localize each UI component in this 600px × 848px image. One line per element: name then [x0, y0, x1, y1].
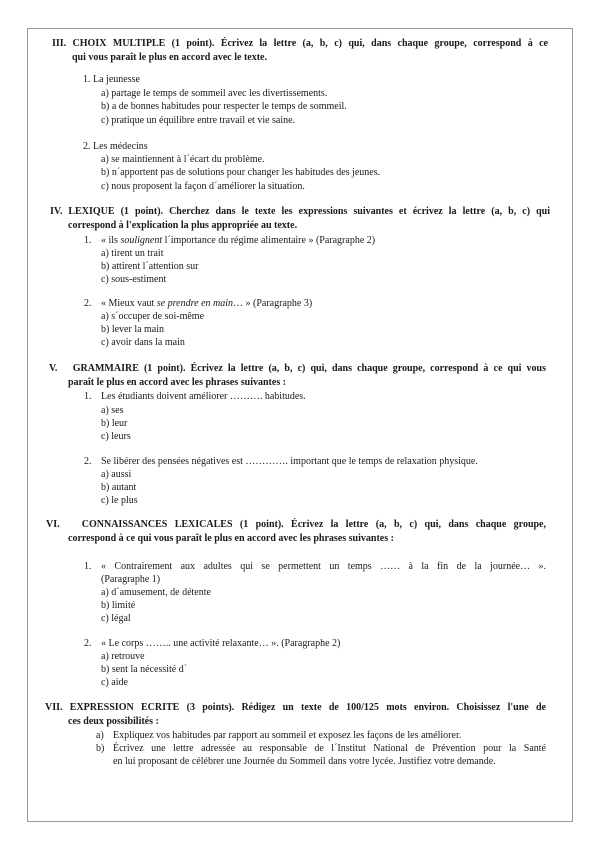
section-7-heading: VII. EXPRESSION ECRITE (3 points). Rédigez un texte de 100/125 mots environ. Choisissez l'une de ces deux possibilités :	[45, 702, 546, 727]
s6-q1-stem-line2: (Paragraphe 1)	[101, 574, 161, 585]
s6-q2-option-b: b) sent la nécessité d´	[101, 664, 188, 675]
s5-q1-stem: Les étudiants doivent améliorer ………. habitudes.	[101, 391, 306, 402]
s6-q2-stem: « Le corps …….. une activité relaxante… ». (Paragraphe 2)	[101, 638, 341, 649]
s5-q2-number: 2.	[84, 456, 92, 467]
s3-q2-option-c: c) nous proposent la façon d´améliorer la situation.	[101, 181, 305, 192]
s4-q1-option-a: a) tirent un trait	[101, 248, 164, 259]
s6-q1-option-c: c) légal	[101, 613, 131, 624]
s5-q2-option-a: a) aussi	[101, 469, 132, 480]
s7-option-b-line2: en lui proposant de célébrer une Journée du Sommeil dans votre lycée. Justifiez votre demande.	[113, 756, 496, 767]
s4-q1-option-c: c) sous-estiment	[101, 274, 167, 285]
s6-q1-number: 1.	[84, 561, 92, 572]
section-4-heading: IV. LEXIQUE (1 point). Cherchez dans le texte les expressions suivantes et écrivez la lettre (a, b, c) qui correspond à l'explication la plus appropriée au texte.	[50, 206, 550, 231]
s3-q1-stem: 1. La jeunesse	[83, 74, 140, 85]
s7-option-b-line1: Écrivez une lettre adressée au responsable de l´Institut National de Prévention pour la Santé	[113, 743, 546, 754]
s5-q1-number: 1.	[84, 391, 92, 402]
s4-q1-number: 1.	[84, 235, 92, 246]
s3-q1-option-c: c) pratique un équilibre entre travail et vie saine.	[101, 115, 296, 126]
s3-q1-option-b: b) a de bonnes habitudes pour respecter le temps de sommeil.	[101, 101, 347, 112]
s4-q1-stem: « ils soulignent l´importance du régime alimentaire » (Paragraphe 2)	[101, 235, 376, 246]
s6-q2-option-a: a) retrouve	[101, 651, 145, 662]
s4-q2-option-b: b) lever la main	[101, 324, 165, 335]
s6-q1-option-b: b) limité	[101, 600, 136, 611]
s4-q1-option-b: b) attirent l´attention sur	[101, 261, 199, 272]
s7-option-b-label: b)	[96, 743, 105, 754]
s6-q2-number: 2.	[84, 638, 92, 649]
s5-q2-stem: Se libérer des pensées négatives est …………. important que le temps de relaxation physique.	[101, 456, 478, 467]
s5-q2-option-b: b) autant	[101, 482, 137, 493]
s5-q2-option-c: c) le plus	[101, 495, 138, 506]
s6-q1-stem-line1: « Contrairement aux adultes qui se permettent un temps …… à la fin de la journée… ».	[101, 561, 546, 572]
s5-q1-option-c: c) leurs	[101, 431, 131, 442]
s6-q1-option-a: a) d´amusement, de détente	[101, 587, 211, 598]
s4-q2-option-a: a) s´occuper de soi-même	[101, 311, 205, 322]
s3-q1-option-a: a) partage le temps de sommeil avec les divertissements.	[101, 88, 328, 99]
section-5-heading: V. GRAMMAIRE (1 point). Écrivez la lettre (a, b, c) qui, dans chaque groupe, correspond à ce qui vous paraît le plus en accord avec les phrases suivantes :	[49, 363, 546, 388]
s5-q1-option-a: a) ses	[101, 405, 124, 416]
s5-q1-option-b: b) leur	[101, 418, 128, 429]
section-3-heading: III. CHOIX MULTIPLE (1 point). Écrivez la lettre (a, b, c) qui, dans chaque groupe, correspond à ce qui vous paraît le plus en accord avec le texte.	[52, 38, 548, 63]
s7-option-a-text: Expliquez vos habitudes par rapport au sommeil et exposez les façons de les améliorer.	[113, 730, 462, 741]
s4-q2-option-c: c) avoir dans la main	[101, 337, 185, 348]
s3-q2-stem: 2. Les médecins	[83, 141, 148, 152]
s4-q2-stem: « Mieux vaut se prendre en main… » (Paragraphe 3)	[101, 298, 313, 309]
s3-q2-option-a: a) se maintiennent à l´écart du problème.	[101, 154, 265, 165]
section-6-heading: VI. CONNAISSANCES LEXICALES (1 point). Écrivez la lettre (a, b, c) qui, dans chaque groupe, correspond à ce qui vous paraît le plus en accord avec les phrases suivantes :	[46, 519, 546, 544]
s6-q2-option-c: c) aide	[101, 677, 128, 688]
s7-option-a-label: a)	[96, 730, 104, 741]
s4-q2-number: 2.	[84, 298, 92, 309]
s3-q2-option-b: b) n´apportent pas de solutions pour changer les habitudes des jeunes.	[101, 167, 381, 178]
